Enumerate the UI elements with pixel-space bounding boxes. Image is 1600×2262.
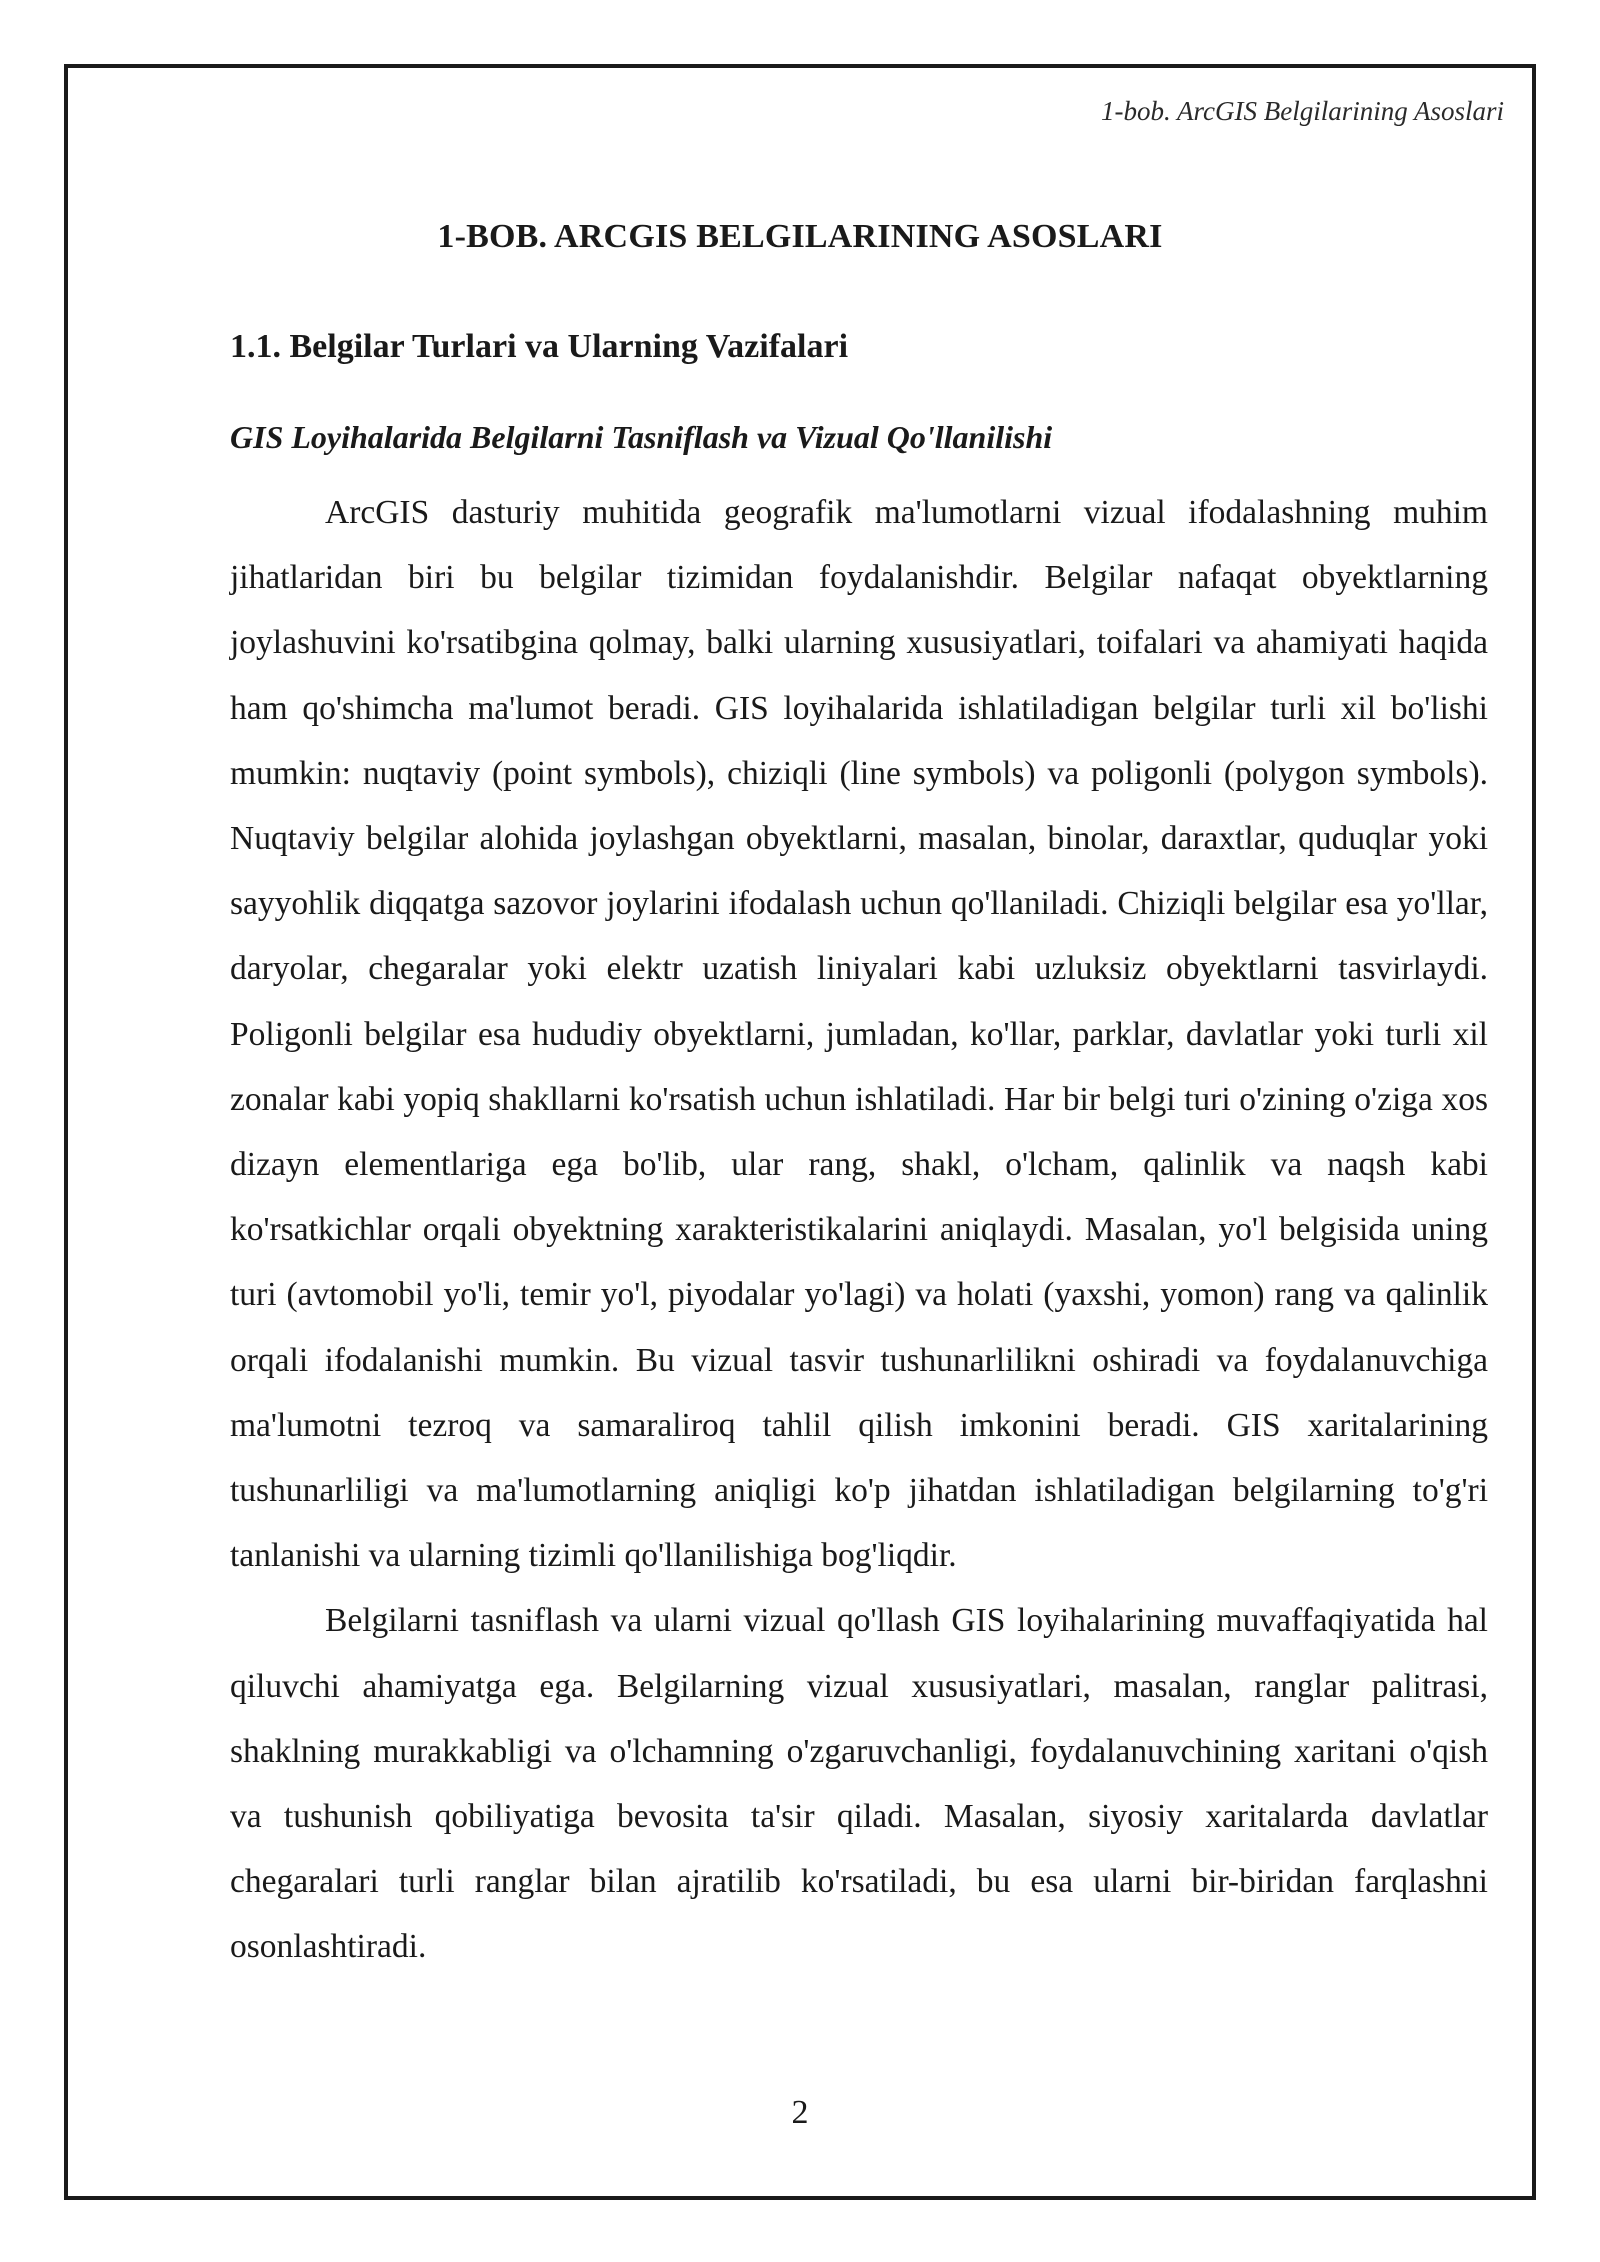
- paragraph: Belgilarni tasniflash va ularni vizual qo'llash GIS loyihalarining muvaffaqiyatida hal qiluvchi ahamiyatga ega. Belgilarning vizual xususiyatlari, masalan, ranglar palitrasi, shaklning murakkabligi va o'lchamning o'zgaruvchanligi, foydalanuvchining xaritani o'qish va tushunish qobiliyatiga bevosita ta'sir qiladi. Masalan, siyosiy xaritalarda davlatlar chegaralari turli ranglar bilan ajratilib ko'rsatiladi, bu esa ularni bir-biridan farqlashni osonlashtiradi.: [230, 1602, 1488, 1966]
- paragraph: ArcGIS dasturiy muhitida geografik ma'lumotlarni vizual ifodalashning muhim jihatlaridan biri bu belgilar tizimidan foydalanishdir. Belgilar nafaqat obyektlarning joylashuvini ko'rsatibgina qolmay, balki ularning xususiyatlari, toifalari va ahamiyati haqida ham qo'shimcha ma'lumot beradi. GIS loyihalarida ishlatiladigan belgilar turli xil bo'lishi mumkin: nuqtaviy (point symbols), chiziqli (line symbols) va poligonli (polygon symbols). Nuqtaviy belgilar alohida joylashgan obyektlarni, masalan, binolar, daraxtlar, quduqlar yoki sayyohlik diqqatga sazovor joylarini ifodalash uchun qo'llaniladi. Chiziqli belgilar esa yo'llar, daryolar, chegaralar yoki elektr uzatish liniyalari kabi uzluksiz obyektlarni tasvirlaydi. Poligonli belgilar esa hududiy obyektlarni, jumladan, ko'llar, parklar, davlatlar yoki turli xil zonalar kabi yopiq shakllarni ko'rsatish uchun ishlatiladi. Har bir belgi turi o'zining o'ziga xos dizayn elementlariga ega bo'lib, ular rang, shakl, o'lcham, qalinlik va naqsh kabi ko'rsatkichlar orqali obyektning xarakteristikalarini aniqlaydi. Masalan, yo'l belgisida uning turi (avtomobil yo'li, temir yo'l, piyodalar yo'lagi) va holati (yaxshi, yomon) rang va qalinlik orqali ifodalanishi mumkin. Bu vizual tasvir tushunarlilikni oshiradi va foydalanuvchiga ma'lumotni tezroq va samaraliroq tahlil qilish imkonini beradi. GIS xaritalarining tushunarliligi va ma'lumotlarning aniqligi ko'p jihatdan ishlatiladigan belgilarning to'g'ri tanlanishi va ularning tizimli qo'llanilishiga bog'liqdir.: [230, 494, 1488, 1575]
- body-text: [230, 480, 1488, 1980]
- chapter-title: 1-BOB. ARCGIS BELGILARINING ASOSLARI: [437, 218, 1163, 255]
- page-number: 2: [791, 2094, 809, 2131]
- running-header: 1-bob. ArcGIS Belgilarining Asoslari: [1101, 96, 1504, 126]
- section-title: 1.1. Belgilar Turlari va Ularning Vazifalari: [230, 328, 849, 365]
- subsection-title: GIS Loyihalarida Belgilarni Tasniflash va Vizual Qo'llanilishi: [230, 419, 1053, 455]
